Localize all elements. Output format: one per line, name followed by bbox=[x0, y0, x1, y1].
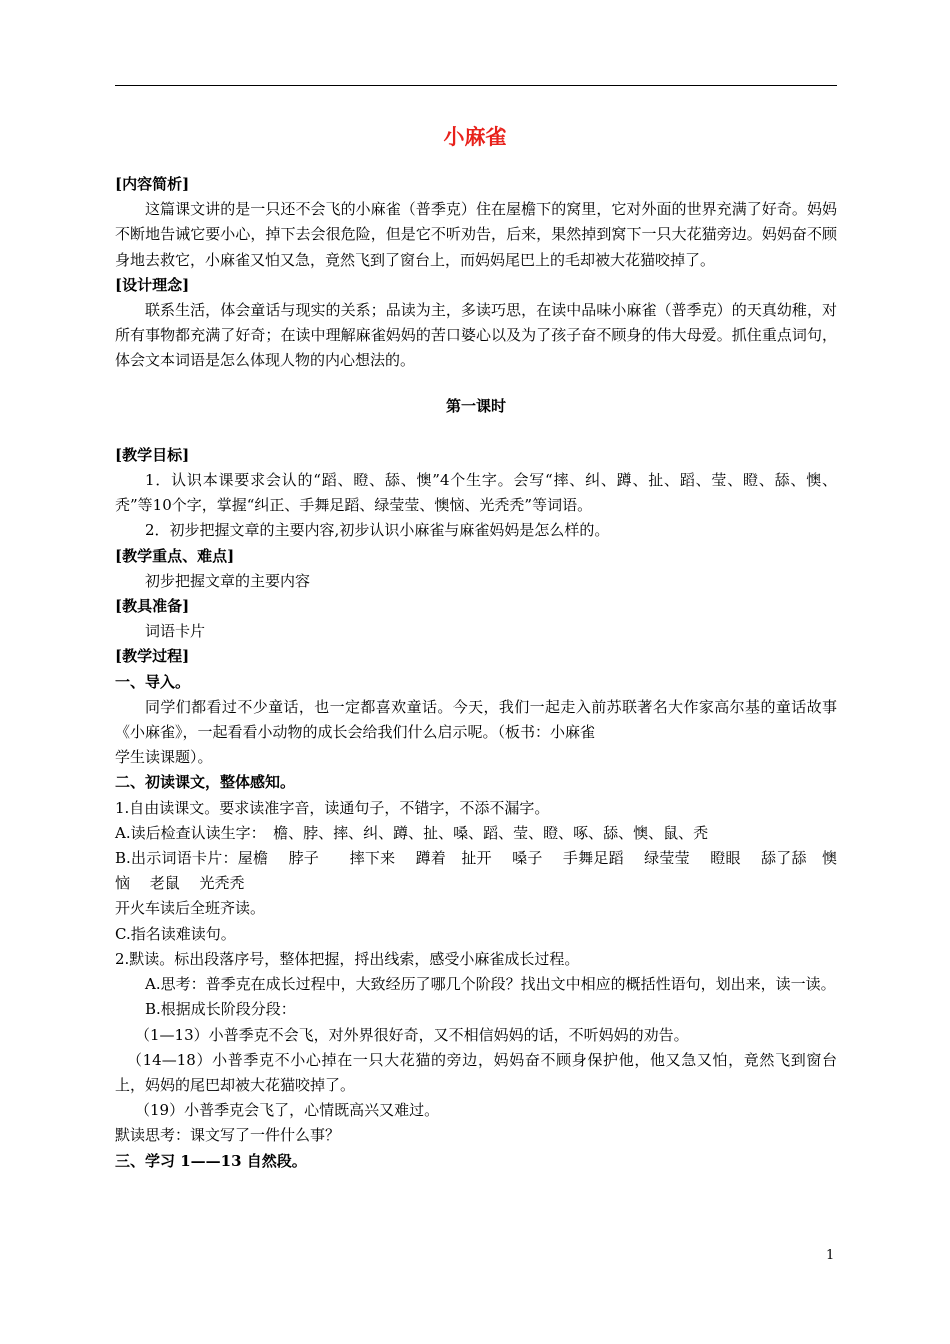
design-paragraph: 联系生活，体会童话与现实的关系；品读为主，多读巧思，在读中品味小麻雀（普季克）的天真幼稚，对所有事物都充满了好奇；在读中理解麻雀妈妈的苦口婆心以及为了孩子奋不顾身的伟大母爱。抓住重点词句，体会文本词语是怎么体现人物的内心想法的。 bbox=[115, 301, 837, 370]
step2-item-2b: B.根据成长阶段分段： bbox=[145, 1000, 296, 1019]
step2-item-2: 2.默读。标出段落序号，整体把握，捋出线索，感受小麻雀成长过程。 bbox=[115, 949, 580, 968]
goal-item-2: 2．初步把握文章的主要内容,初步认识小麻雀与麻雀妈妈是怎么样的。 bbox=[145, 521, 610, 540]
step3-heading: 三、学习 1——13 自然段。 bbox=[115, 1151, 307, 1170]
stage-2: （14—18）小普季克不小心掉在一只大花猫的旁边，妈妈奋不顾身保护他，他又急又怕，竟然飞到窗台上，妈妈的尾巴却被大花猫咬掉了。 bbox=[115, 1050, 837, 1094]
stage-1: （1—13）小普季克不会飞，对外界很好奇，又不相信妈妈的话，不听妈妈的劝告。 bbox=[135, 1025, 689, 1044]
lesson-title: 第一课时 bbox=[445, 396, 506, 415]
keypoints-text: 初步把握文章的主要内容 bbox=[145, 571, 311, 590]
section-heading-aids: [教具准备] bbox=[115, 597, 190, 616]
section-heading-summary: [内容简析] bbox=[115, 175, 190, 193]
aids-text: 词语卡片 bbox=[145, 622, 206, 641]
step1-text-continued: 学生读课题）。 bbox=[115, 748, 213, 767]
summary-paragraph: 这篇课文讲的是一只还不会飞的小麻雀（普季克）住在屋檐下的窝里，它对外面的世界充满了好奇。妈妈不断地告诫它要小心，掉下去会很危险，但是它不听劝告，后来，果然掉到窝下一只大花猫旁边。妈妈奋不顾身地去救它，小麻雀又怕又急，竟然飞到了窗台上，而妈妈尾巴上的毛却被大花猫咬掉了。 bbox=[115, 200, 837, 269]
step2-item-b: B.出示词语卡片：屋檐 脖子 摔下来 蹲着 扯开 嗓子 手舞足蹈 绿莹莹 瞪眼 舔了舔 懊恼 老鼠 光秃秃 bbox=[115, 849, 837, 893]
step2-item-b-continued: 开火车读后全班齐读。 bbox=[115, 899, 266, 918]
header-rule bbox=[115, 85, 837, 86]
section-heading-keypoints: [教学重点、难点] bbox=[115, 546, 235, 565]
step2-heading: 二、初读课文，整体感知。 bbox=[115, 773, 296, 792]
step2-item-2a: A.思考：普季克在成长过程中，大致经历了哪几个阶段？找出文中相应的概括性语句，划出来，读一读。 bbox=[145, 975, 836, 994]
page-number: 1 bbox=[826, 1248, 835, 1263]
step2-item-1: 1.自由读课文。要求读准字音，读通句子，不错字，不添不漏字。 bbox=[115, 798, 550, 817]
goal-item-1: 1．认识本课要求会认的“蹈、瞪、舔、懊”4个生字。会写“摔、纠、蹲、扯、蹈、莹、瞪、舔、懊、秃”等10个字，掌握“纠正、手舞足蹈、绿莹莹、懊恼、光秃秃”等词语。 bbox=[115, 471, 837, 515]
document-title: 小麻雀 bbox=[443, 124, 507, 149]
document-body bbox=[115, 172, 837, 1174]
section-heading-process: [教学过程] bbox=[115, 647, 190, 666]
silent-reading-question: 默读思考：课文写了一件什么事？ bbox=[115, 1126, 341, 1145]
step1-heading: 一、导入。 bbox=[115, 672, 191, 691]
step1-text: 同学们都看过不少童话，也一定都喜欢童话。今天，我们一起走入前苏联著名大作家高尔基的童话故事《小麻雀》，一起看看小动物的成长会给我们什么启示呢。（板书：小麻雀 bbox=[115, 697, 837, 742]
step2-item-c: C.指名读难读句。 bbox=[115, 924, 236, 943]
stage-3: （19）小普季克会飞了，心情既高兴又难过。 bbox=[135, 1101, 440, 1120]
section-heading-design: [设计理念] bbox=[115, 275, 190, 294]
section-heading-goals: [教学目标] bbox=[115, 445, 190, 464]
step2-item-a: A.读后检查认读生字： 檐、脖、摔、纠、蹲、扯、嗓、蹈、莹、瞪、啄、舔、懊、鼠、秃 bbox=[115, 823, 709, 842]
